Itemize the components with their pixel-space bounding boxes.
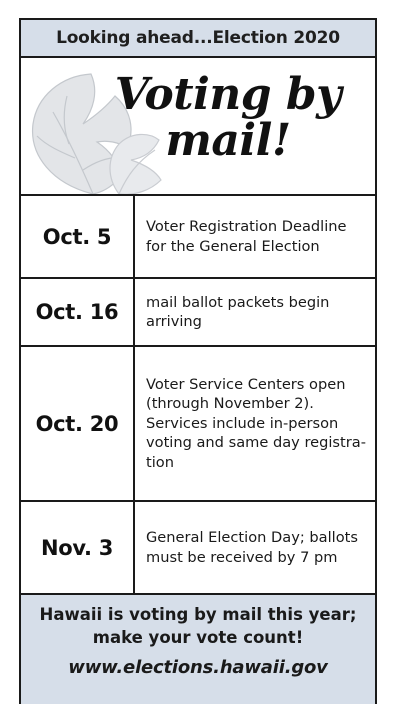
list-item (21, 279, 375, 347)
event-description: Voter Registration Deadline for the General Election (146, 218, 347, 255)
card-header (21, 20, 375, 58)
list-item (21, 196, 375, 279)
hero-section (21, 58, 375, 196)
card-footer (21, 595, 375, 704)
event-date: Nov. 3 (21, 502, 135, 593)
event-date: Oct. 16 (21, 279, 135, 345)
footer-url: www.elections.hawaii.gov (68, 657, 328, 678)
event-description: mail ballot packets begin arriving (146, 293, 330, 330)
events-list (21, 196, 375, 595)
event-date: Oct. 5 (21, 196, 135, 277)
election-card (19, 18, 377, 704)
header-title: Looking ahead...Election 2020 (56, 28, 340, 48)
hero-title: Voting by mail! (114, 69, 342, 166)
event-description: Voter Service Centers open (through November 2). Services include in-person voting and same day registra-tion (146, 375, 366, 471)
list-item (21, 502, 375, 595)
event-date: Oct. 20 (21, 347, 135, 500)
event-description: General Election Day; ballots must be received by 7 pm (146, 529, 358, 566)
list-item (21, 347, 375, 502)
footer-message: Hawaii is voting by mail this year; make your vote count! (39, 605, 357, 647)
